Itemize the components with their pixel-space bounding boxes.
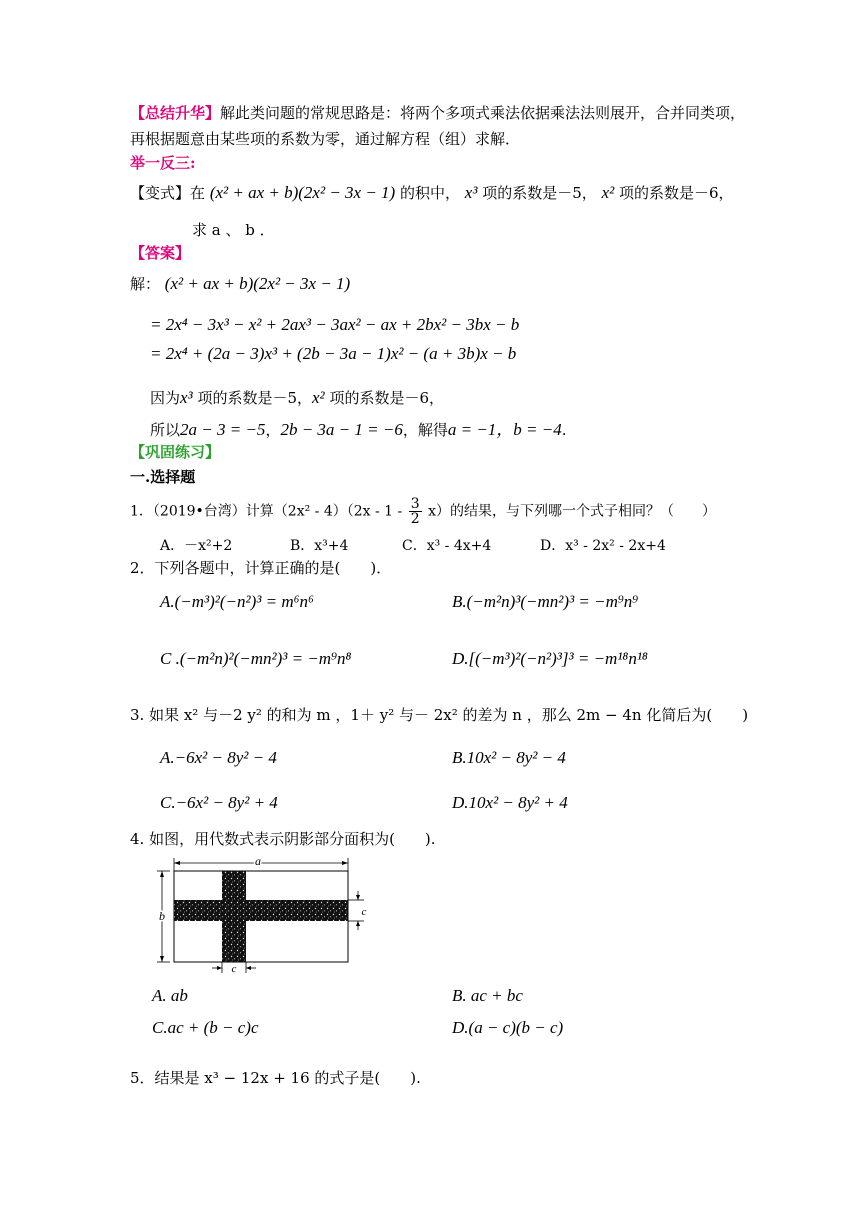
because-line bbox=[150, 388, 444, 408]
variant-coef-1: 项的系数是－5， bbox=[482, 184, 597, 202]
answer-tag: 【答案】 bbox=[130, 244, 191, 262]
because-x2: x² bbox=[312, 388, 325, 407]
q3-option-a: A.−6x² − 8y² − 4 bbox=[160, 748, 277, 767]
q1-option-b: B．x³+4 bbox=[290, 538, 349, 554]
q4-figure bbox=[152, 853, 372, 973]
practice-tag: 【巩固练习】 bbox=[130, 443, 221, 461]
q1-fraction bbox=[409, 497, 422, 526]
q4-option-c: C.ac + (b − c)c bbox=[152, 1018, 259, 1037]
because-c: 项的系数是－6， bbox=[329, 389, 444, 407]
section-title: 一.选择题 bbox=[130, 468, 196, 486]
q1-option-d: D．x³ - 2x² - 2x+4 bbox=[540, 538, 666, 554]
q1-fraction-numerator: 3 bbox=[410, 496, 420, 512]
solution-step-2: = 2x⁴ + (2a − 3)x³ + (2b − 3a − 1)x² − (a + 3b)x − b bbox=[150, 344, 517, 363]
variant-line bbox=[130, 183, 734, 203]
q1-fraction-denominator: 2 bbox=[410, 511, 420, 527]
variant-pre: 在 bbox=[190, 184, 206, 202]
so-label: 所以 bbox=[150, 421, 181, 439]
variant-x2: x² bbox=[601, 183, 615, 202]
solution-line bbox=[130, 274, 350, 294]
so-line bbox=[150, 420, 567, 440]
shaded-horizontal-band bbox=[174, 900, 348, 921]
q4-option-d: D.(a − c)(b − c) bbox=[452, 1018, 564, 1037]
summary-text-1: 解此类问题的常规思路是：将两个多项式乘法依据乘法法则展开，合并同类项， bbox=[220, 104, 746, 122]
q4-option-a: A. ab bbox=[152, 986, 188, 1005]
q1-text-2: x）的结果，与下列哪一个式子相同？（ ） bbox=[428, 503, 717, 520]
q3-text: 3. 如果 x² 与－2 y² 的和为 m ，1＋ y² 与－ 2x² 的差为 n ，那么 2m − 4n 化简后为( ) bbox=[130, 706, 749, 724]
q2-option-a: A.(−m³)²(−n²)³ = m⁶n⁶ bbox=[160, 592, 314, 611]
solution-result: a = −1，b = −4 bbox=[447, 420, 562, 439]
summary-line-1 bbox=[130, 103, 745, 123]
summary-text-2: 再根据题意由某些项的系数为零，通过解方程（组）求解． bbox=[130, 130, 521, 148]
variant-ask: 求 a 、 b ． bbox=[192, 221, 275, 239]
shaded-vertical-band bbox=[222, 871, 246, 962]
because-b: 项的系数是－5， bbox=[197, 389, 312, 407]
summary-line-2 bbox=[130, 129, 520, 149]
q1-option-a: A．－x²+2 bbox=[160, 538, 233, 554]
variant-expression: (x² + ax + b)(2x² − 3x − 1) bbox=[209, 183, 396, 202]
because-x3: x³ bbox=[180, 388, 193, 407]
summary-tag: 【总结升华】 bbox=[130, 104, 221, 122]
variant-mid: 的积中， bbox=[400, 184, 461, 202]
figure-label-c-right: c bbox=[361, 906, 367, 918]
variant-x3: x³ bbox=[464, 183, 478, 202]
variant-coef-2: 项的系数是－6， bbox=[619, 184, 734, 202]
solution-expression: (x² + ax + b)(2x² − 3x − 1) bbox=[164, 274, 351, 293]
q2-option-d: D.[(−m³)²(−n²)³]³ = −m¹⁸n¹⁸ bbox=[452, 649, 648, 668]
variant-tag: 【变式】 bbox=[130, 184, 191, 202]
q3-option-c: C.−6x² − 8y² + 4 bbox=[160, 793, 278, 812]
solution-end: . bbox=[561, 421, 567, 439]
solve-label: ，解得 bbox=[402, 421, 448, 439]
q1-text: 1．（2019•台湾）计算（2x² - 4）（2x - 1 - bbox=[130, 503, 403, 520]
solution-step-1: = 2x⁴ − 3x³ − x² + 2ax³ − 3ax² − ax + 2bx² − 3bx − b bbox=[150, 315, 520, 334]
figure-label-a: a bbox=[255, 854, 261, 868]
q4-text: 4. 如图，用代数式表示阴影部分面积为( ). bbox=[130, 830, 436, 848]
q4-option-b: B. ac + bc bbox=[452, 986, 523, 1005]
equation-2: 2b − 3a − 1 = −6 bbox=[280, 420, 403, 439]
because-a: 因为 bbox=[150, 389, 181, 407]
q2-option-b: B.(−m²n)³(−mn²)³ = −m⁹n⁹ bbox=[452, 592, 639, 611]
figure-label-c-bottom: c bbox=[231, 963, 237, 973]
solution-label: 解： bbox=[130, 275, 161, 293]
q3-option-b: B.10x² − 8y² − 4 bbox=[452, 748, 566, 767]
q3-option-d: D.10x² − 8y² + 4 bbox=[452, 793, 568, 812]
q1-option-c: C．x³ - 4x+4 bbox=[402, 538, 492, 554]
ju-yi-fan-san: 举一反三: bbox=[130, 154, 196, 172]
q2-option-c: C .(−m²n)²(−mn²)³ = −m⁹n⁸ bbox=[160, 649, 352, 668]
equation-1: 2a − 3 = −5 bbox=[180, 420, 266, 439]
figure-label-b: b bbox=[159, 909, 165, 923]
q1-line bbox=[130, 497, 716, 526]
q2-text: 2．下列各题中，计算正确的是( )． bbox=[130, 559, 392, 577]
q5-text: 5．结果是 x³ − 12x + 16 的式子是( ). bbox=[130, 1069, 421, 1087]
equation-separator: ， bbox=[265, 421, 281, 439]
